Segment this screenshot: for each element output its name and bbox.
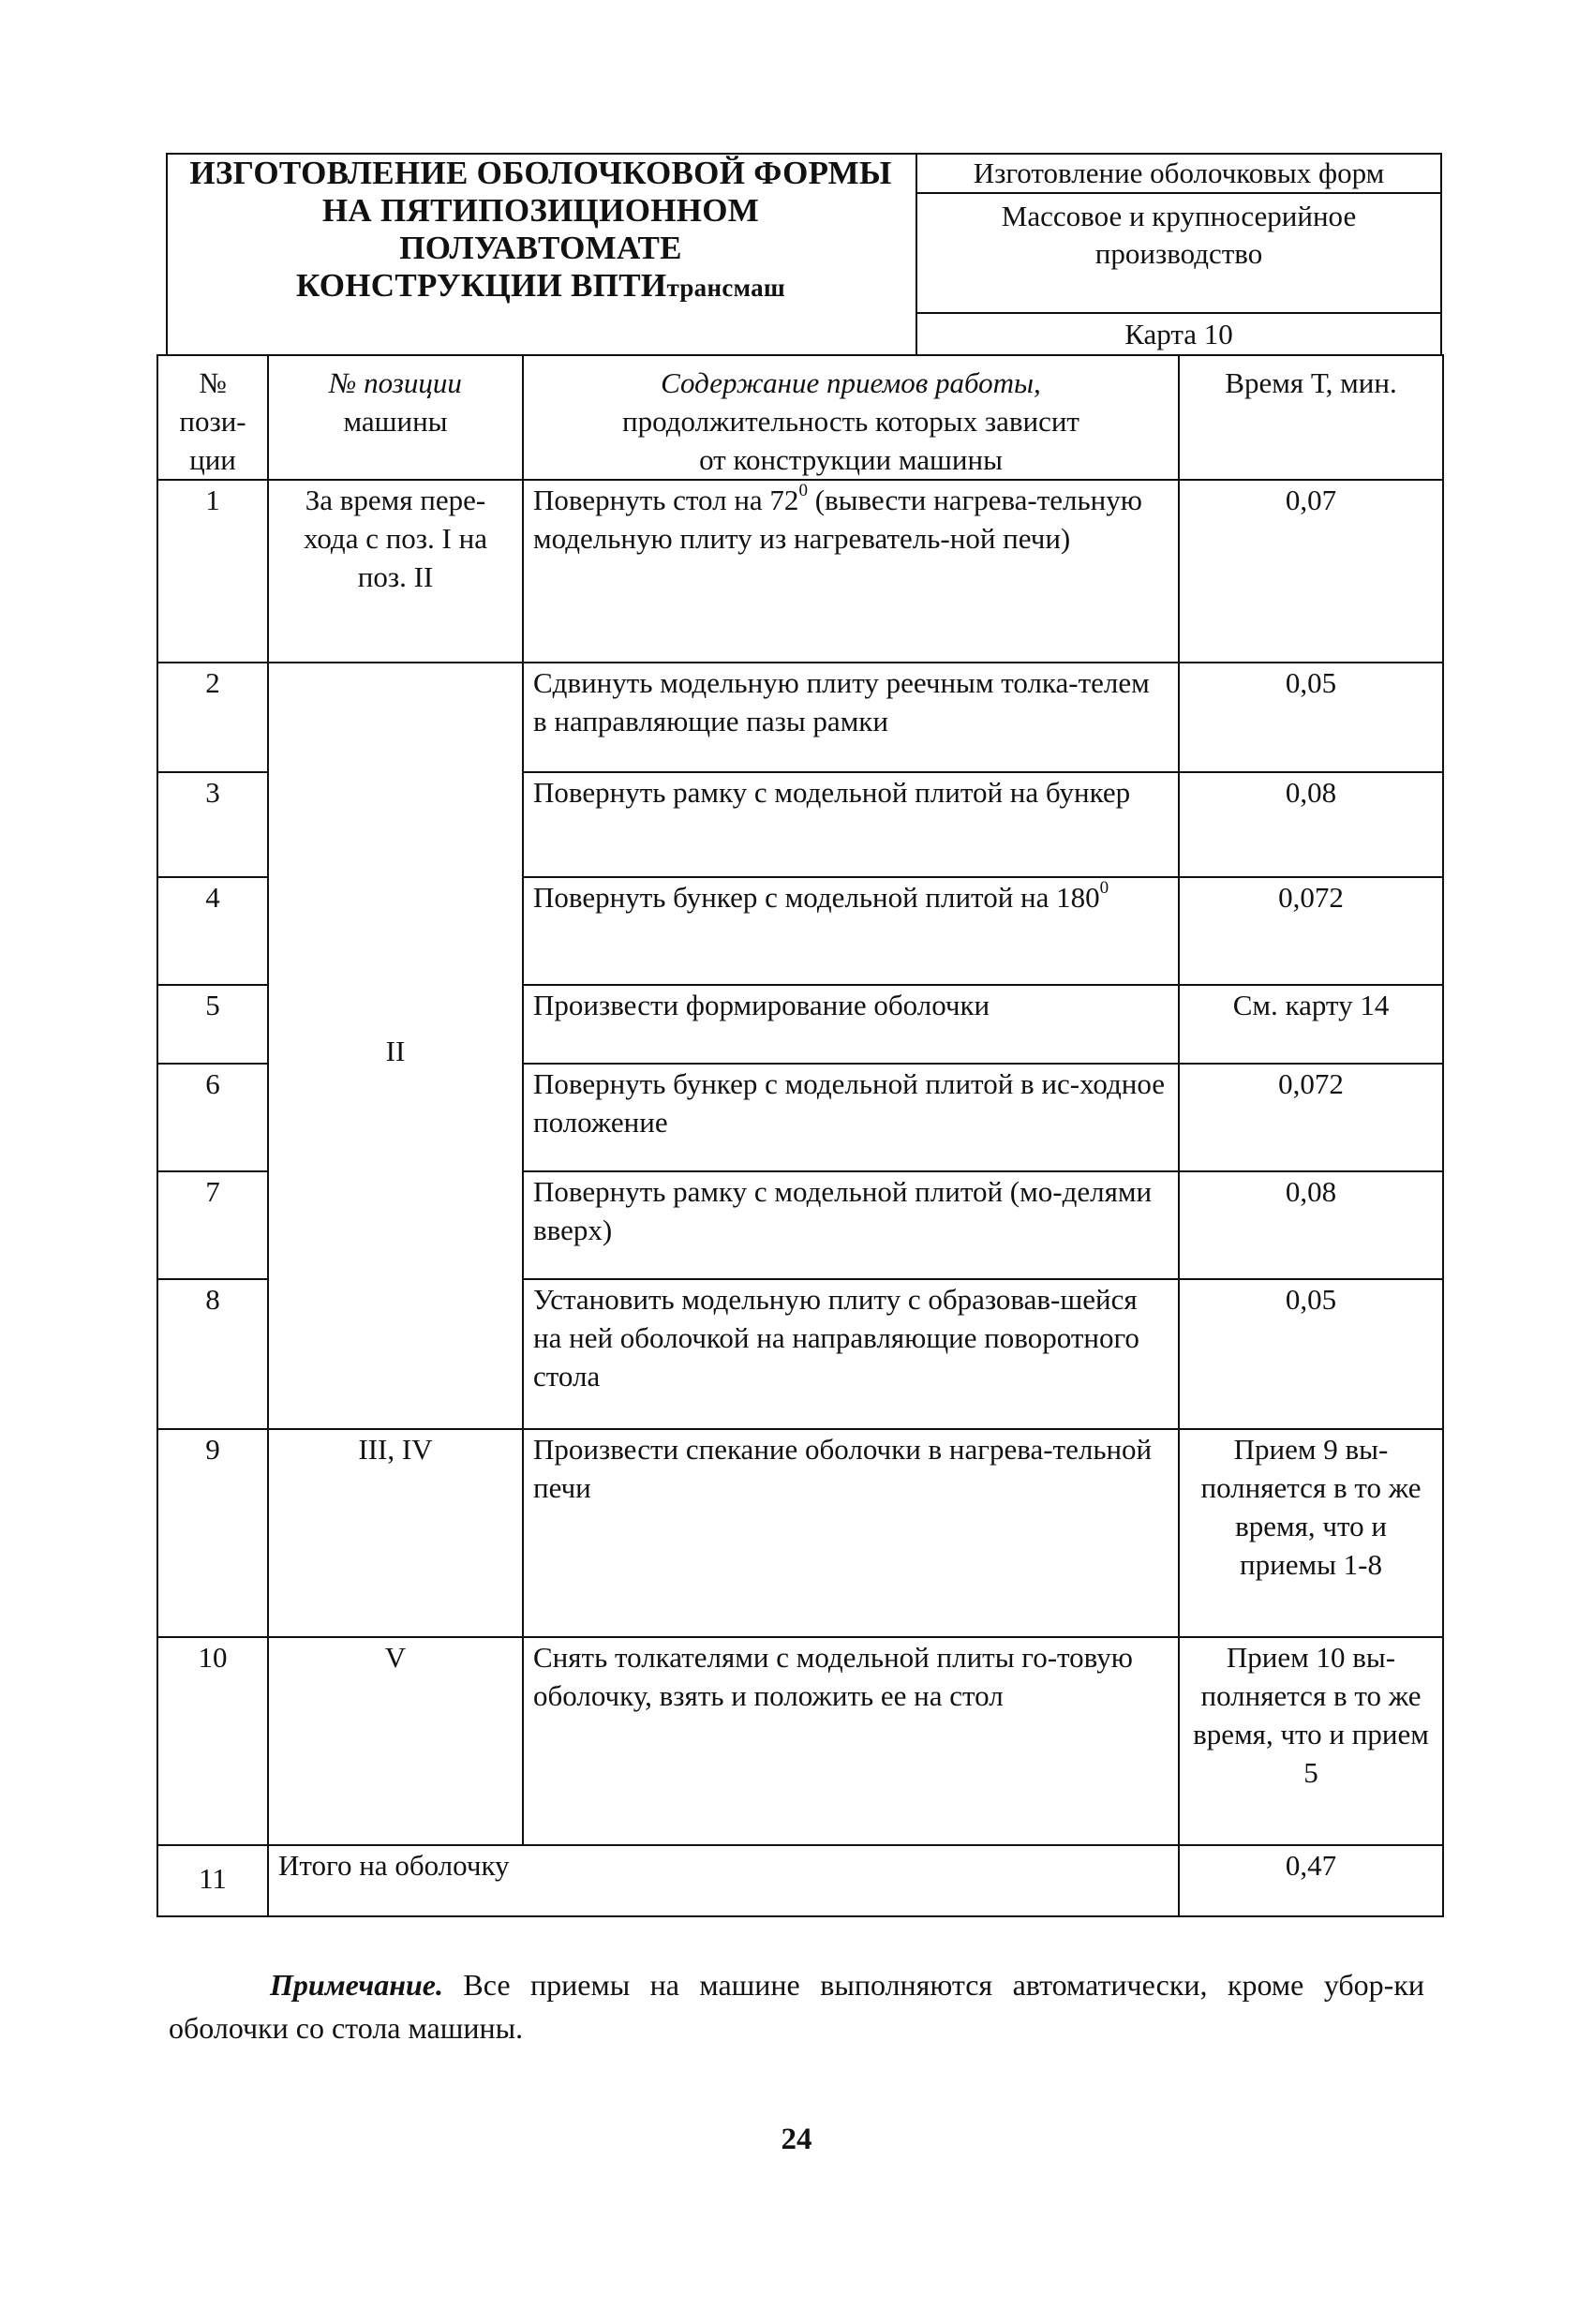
row-position-merged: II [268,663,523,1429]
col-header-num: № пози- ции [157,355,268,480]
row-num: 10 [157,1637,268,1845]
row-num: 3 [157,772,268,877]
table-row [157,663,1443,772]
footnote [169,1963,1424,2049]
operations-table [156,354,1444,1917]
row-time: Прием 9 вы-полняется в то же время, что и приемы 1-8 [1179,1429,1443,1637]
row-content: Сдвинуть модельную плиту реечным толка-телем в направляющие пазы рамки [523,663,1179,772]
row-content: Повернуть бункер с модельной плитой в ис-ходное положение [523,1064,1179,1171]
total-label: Итого на оболочку [268,1845,1179,1916]
process-category: Изготовление оболочковых форм [973,156,1385,189]
production-type-line-1: Массовое и крупносерийное [1001,200,1357,232]
note-label: Примечание. [270,1968,443,2002]
row-content: Снять толкателями с модельной плиты го-товую оболочку, взять и положить ее на стол [523,1637,1179,1845]
row-num: 11 [157,1845,268,1916]
row-content: Установить модельную плиту с образовав-шейся на ней оболочкой на направляющие поворотного стола [523,1279,1179,1429]
row-time: 0,05 [1179,663,1443,772]
operation-title [166,153,916,355]
row-content: Повернуть рамку с модельной плитой на бункер [523,772,1179,877]
row-time: 0,072 [1179,1064,1443,1171]
title-line-1: ИЗГОТОВЛЕНИЕ ОБОЛОЧКОВОЙ ФОРМЫ [189,155,892,191]
production-type-line-2: производство [1094,237,1263,270]
row-time: См. карту 14 [1179,985,1443,1064]
row-position: За время пере-хода с поз. I на поз. II [268,480,523,663]
row-time: 0,072 [1179,877,1443,985]
row-time: 0,08 [1179,772,1443,877]
row-num: 9 [157,1429,268,1637]
table-row [157,480,1443,663]
row-num: 8 [157,1279,268,1429]
row-time: 0,08 [1179,1171,1443,1279]
row-content: Повернуть рамку с модельной плитой (мо-делями вверх) [523,1171,1179,1279]
card-number: Карта 10 [1124,318,1233,350]
table-row-total [157,1845,1443,1916]
col-header-time: Время Т, мин. [1179,355,1443,480]
row-content: Повернуть стол на $72^0$ (вывести нагрева-тельную модельную плиту из нагреватель-ной печи) [523,480,1179,663]
row-num: 5 [157,985,268,1064]
total-time: 0,47 [1179,1845,1443,1916]
table-row [157,1637,1443,1845]
row-content: Произвести спекание оболочки в нагрева-тельной печи [523,1429,1179,1637]
page-number: 24 [781,2123,812,2156]
row-position: III, IV [268,1429,523,1637]
row-time: Прием 10 вы-полняется в то же время, что и прием 5 [1179,1637,1443,1845]
table-row [157,1429,1443,1637]
table-header-row [157,355,1443,480]
row-num: 2 [157,663,268,772]
title-line-2: НА ПЯТИПОЗИЦИОННОМ [321,192,760,229]
row-num: 7 [157,1171,268,1279]
title-line-3: ПОЛУАВТОМАТЕ [399,230,682,266]
row-num: 4 [157,877,268,985]
title-suffix: трансмаш [666,274,786,302]
row-time: 0,07 [1179,480,1443,663]
row-time: 0,05 [1179,1279,1443,1429]
title-line-4: КОНСТРУКЦИИ ВПТИ [295,267,667,304]
note-text: Все приемы на машине выполняются автоматически, кроме убор-ки оболочки со стола машины. [169,1968,1424,2045]
row-content: Произвести формирование оболочки [523,985,1179,1064]
col-header-content: Содержание приемов работы, продолжительность которых зависит от конструкции машины [523,355,1179,480]
row-num: 1 [157,480,268,663]
col-header-machine-position: № позиции машины [268,355,523,480]
row-num: 6 [157,1064,268,1171]
row-position: V [268,1637,523,1845]
card-header [166,153,1442,355]
row-content: Повернуть бункер с модельной плитой на $180^0$ [523,877,1179,985]
